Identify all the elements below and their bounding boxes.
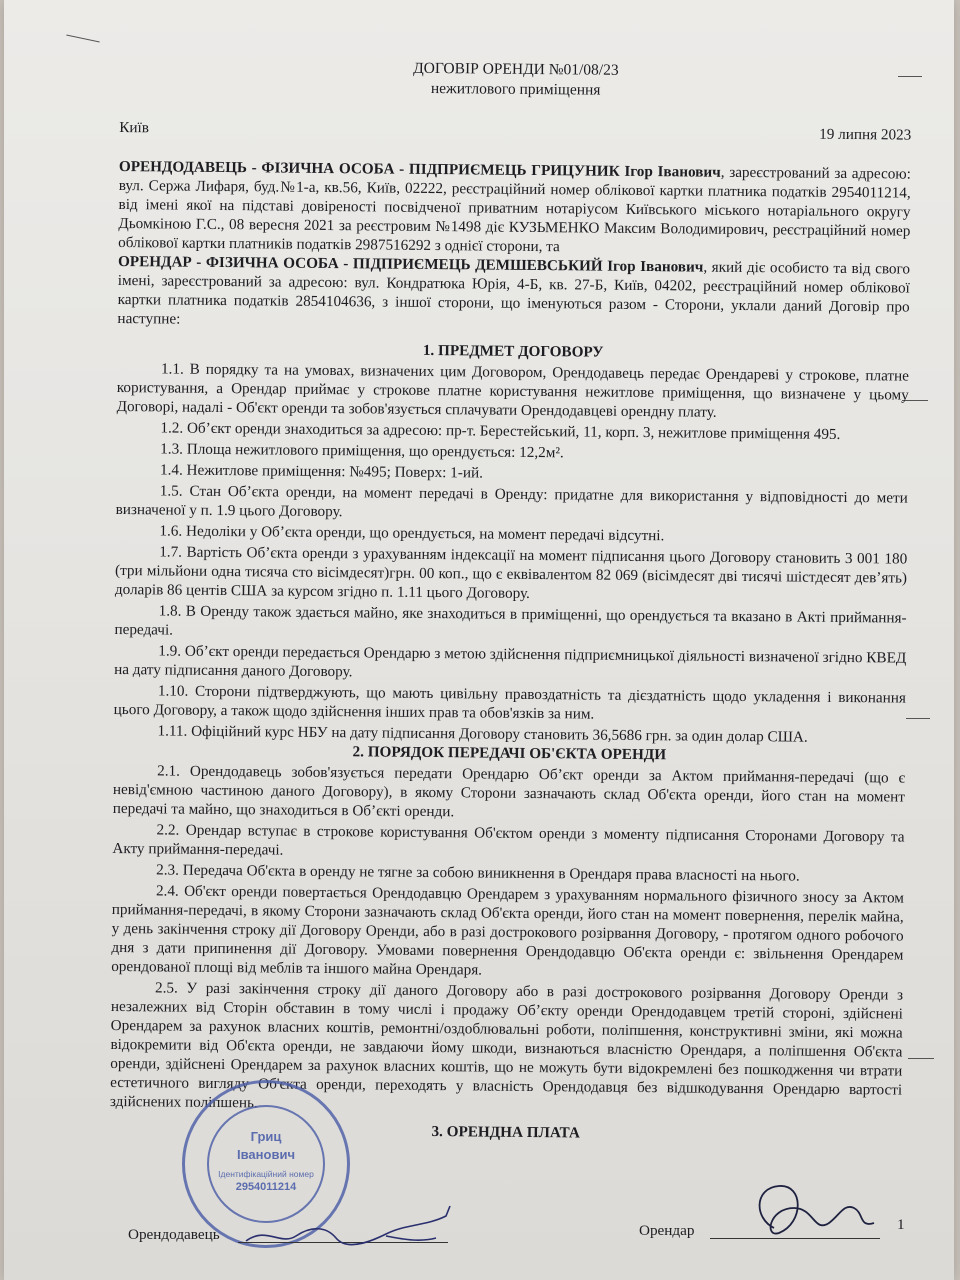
- lessor-paragraph: [118, 157, 911, 260]
- contract-title: ДОГОВІР ОРЕНДИ №01/08/23: [413, 59, 619, 79]
- section-3-heading: 3. ОРЕНДНА ПЛАТА: [431, 1123, 580, 1142]
- clause-1-4: 1.4. Нежитлове приміщення: №495; Поверх: 1-ий.: [159, 461, 484, 482]
- seal-id-number: 2954011214: [235, 1181, 297, 1193]
- lessee-details: , який діє особисто та від свого імені, зареєстрований за адресою: вул. Кондратюка Юрія, 4-Б, кв. 27-Б, Київ, 04202, реєстраційний номер облікової картки платника податків 2854104636, з іншої сторони, що іменуються разом - Сторони, уклали даний Договір про наступне:: [117, 258, 911, 328]
- clause-1-7: 1.7. Вартість Об’єкта оренди з урахуванням індексації на момент підписання цього Договору становить 3 001 180 (три мільйони одна тисяча сто вісімдесят)грн. 00 коп., що є еквівалентом 82 069 (вісімдесят дві тисячі шістдесят дев’ять) доларів 86 центів США за курсом згідно п. 1.11 цього Договору.: [114, 543, 908, 602]
- clause-2-1: 2.1. Орендодавець зобов'язується передати Орендарю Об’єкт оренди за Актом приймання-передачі (що є невід'ємною частиною даного Договору), в якому Сторони зазначають склад Об'єкта оренди, його стан на момент передачі та майно, що знаходиться в Об’єкті оренди.: [112, 762, 906, 821]
- clause-1-8: 1.8. В Оренду також здається майно, яке знаходиться в приміщенні, що орендується та вказано в Акті приймання-передачі.: [114, 602, 907, 639]
- clause-2-2: 2.2. Орендар вступає в строкове користування Об'єктом оренди з моменту підписання Сторонами Договору та Акту приймання-передачі.: [112, 821, 905, 859]
- lessee-signature-label: Орендар: [639, 1222, 695, 1239]
- clause-2-5: 2.5. У разі закінчення строку дії даного Договору або в разі дострокового розірвання Договору Оренди з незалежних від Сторін обставин в тому числі і продажу Об’єкту оренди Орендодавцем третій стороні, здійснені Орендарем за рахунок власних коштів, ремонтні/оздоблювальні роботи, поліпшення, конструктивні зміни, які можна відокремити від Об'єкта оренди, не завдаючи йому шкоди, визнаються власністю Орендаря, а поліпшення Об'єкта оренди, здійснені Орендарем за рахунок власних коштів, що не можуть бути відокремлені без пошкодження чи втрати естетичного вигляду Об'єкта оренди, переходять у власність Орендодавця без відшкодування Орендарю вартості здійснених поліпшень.: [109, 979, 904, 1112]
- clause-1-6: 1.6. Недоліки у Об’єкта оренди, що орендується, на момент передачі відсутні.: [159, 522, 665, 545]
- clause-1-10: 1.10. Сторони підтверджують, що мають цивільну правоздатність та дієздатність щодо укладення і виконання цього Договору, а також щодо здійснення інших прав та обов'язків за ним.: [113, 682, 906, 723]
- section-2-heading: 2. ПОРЯДОК ПЕРЕДАЧІ ОБ'ЄКТА ОРЕНДИ: [352, 743, 667, 764]
- seal-id-label: Ідентифікаційний номер: [218, 1169, 314, 1179]
- lessor-signature-label: Орендодавець: [128, 1226, 220, 1243]
- clause-1-11: 1.11. Офіційний курс НБУ на дату підписання Договору становить 36,5686 грн. за один долар США.: [157, 722, 808, 746]
- signature-footer: [4, 1196, 954, 1276]
- document-page: [4, 0, 954, 1280]
- margin-mark: [66, 34, 99, 42]
- seal-name-line2: Іванович: [237, 1147, 295, 1162]
- lessor-name: ОРЕНДОДАВЕЦЬ - ФІЗИЧНА ОСОБА - ПІДПРИЄМЕЦЬ ГРИЦУНИК Ігор Іванович: [118, 157, 721, 181]
- clause-2-4: 2.4. Об'єкт оренди повертається Орендодавцю Орендарем з урахуванням нормального фізичного зносу за Актом приймання-передачі, в якому Сторони зазначають склад Об'єкта оренди, його стан на момент повернення, перелік майна, у день закінчення строку дії Договору Оренди, або в разі дострокового розірвання Договору, - протягом одного робочого дня з дати припинення дії Договору. Умовами повернення Орендодавцю Об'єкта оренди є: звільнення Орендарем орендованої площі від меблів та іншого майна Орендаря.: [111, 882, 905, 979]
- clause-1-2: 1.2. Об’єкт оренди знаходиться за адресою: пр-т. Берестейський, 11, корп. 3, нежитлове приміщення 495.: [160, 419, 841, 443]
- lessee-paragraph: [117, 252, 910, 336]
- lessor-signature: [236, 1196, 486, 1266]
- clause-1-1: 1.1. В порядку та на умовах, визначених цим Договором, Орендодавець передає Орендареві у строкове, платне користування, а Орендар приймає у строкове платне користування нежитлове приміщення, що визначене у цьому Договорі, надалі - Об'єкт оренди та зобов'язується сплачувати Орендодавцеві орендну плату.: [116, 360, 910, 421]
- seal-name-line1: Гриц: [250, 1129, 282, 1144]
- page-number: 1: [897, 1216, 905, 1233]
- clause-1-9: 1.9. Об’єкт оренди передається Орендарю з метою здійснення підприємницької діяльності визначеної згідно КВЕД на дату підписання даного Договору.: [114, 642, 907, 681]
- section-1-heading: 1. ПРЕДМЕТ ДОГОВОРУ: [422, 341, 604, 361]
- margin-mark: [908, 1058, 934, 1059]
- lessor-details: , зареєстрований за адресою: вул. Сержа Лифаря, буд.№1-а, кв.56, Київ, 02222, реєстраційний номер облікової картки платника податків 2954011214, від імені якої на підставі довіреності посвідченої приватним нотаріусом Київського міського нотаріального округу Дьомкіною Г.С., 08 вересня 2021 за реєстровим №1498 діє КУЗЬМЕНКО Максим Володимирович, реєстраційний номер облікової картки платників податків 2987516292 з однієї сторони, та: [118, 163, 911, 256]
- margin-mark: [906, 718, 930, 719]
- place-date-row: [119, 118, 911, 145]
- lessee-signature: [734, 1178, 884, 1258]
- clause-1-3: 1.3. Площа нежитлового приміщення, що орендується: 12,2м².: [160, 440, 564, 462]
- lessee-name: ОРЕНДАР - ФІЗИЧНА ОСОБА - ПІДПРИЄМЕЦЬ ДЕМШЕВСЬКИЙ Ігор Іванович: [117, 252, 704, 276]
- clause-2-3: 2.3. Передача Об'єкта в оренду не тягне за собою виникнення в Орендаря права власності на нього.: [156, 861, 800, 885]
- contract-city: Київ: [119, 118, 150, 137]
- contract-text: [110, 56, 912, 1148]
- contract-subtitle: нежитлового приміщення: [430, 79, 601, 99]
- contract-date: 19 липня 2023: [819, 125, 912, 144]
- clause-1-5: 1.5. Стан Об’єкта оренди, на момент передачі в Оренду: придатне для використання у відповідності до мети визначеної у п. 1.9 цього Договору.: [115, 482, 908, 521]
